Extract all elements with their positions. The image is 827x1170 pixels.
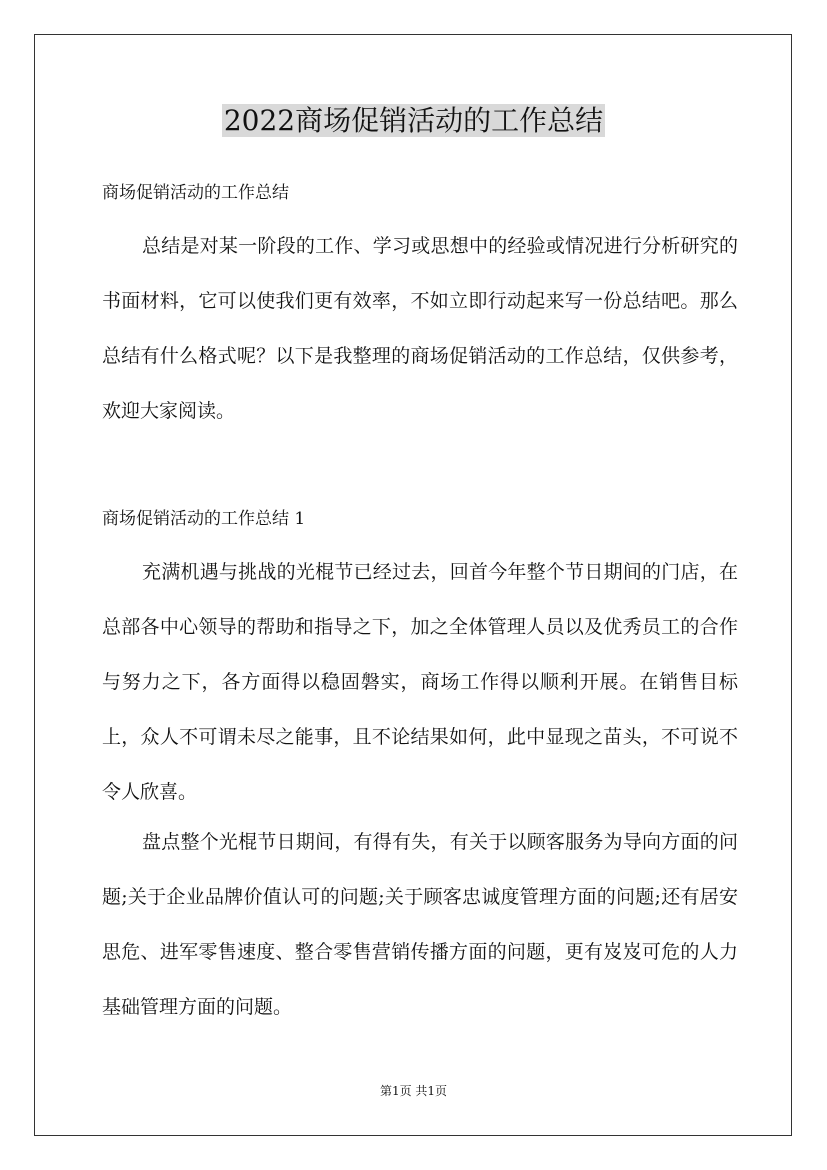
document-title-text: 2022商场促销活动的工作总结: [223, 104, 604, 137]
document-title: [0, 101, 827, 141]
intro-heading: 商场促销活动的工作总结: [102, 183, 289, 203]
body-paragraph-2: 盘点整个光棍节日期间，有得有失，有关于以顾客服务为导向方面的问题;关于企业品牌价值认可的问题;关于顾客忠诚度管理方面的问题;还有居安思危、进军零售速度、整合零售营销传播方面的问题，更有岌岌可危的人力基础管理方面的问题。: [102, 831, 738, 1018]
page-footer: 第1页 共1页: [379, 1084, 448, 1098]
section-heading: 商场促销活动的工作总结 1: [102, 509, 306, 529]
intro-paragraph: 总结是对某一阶段的工作、学习或思想中的经验或情况进行分析研究的书面材料，它可以使我们更有效率，不如立即行动起来写一份总结吧。那么总结有什么格式呢？以下是我整理的商场促销活动的工作总结，仅供参考，欢迎大家阅读。: [102, 235, 738, 422]
body-paragraph-1: 充满机遇与挑战的光棍节已经过去，回首今年整个节日期间的门店，在总部各中心领导的帮助和指导之下，加之全体管理人员以及优秀员工的合作与努力之下，各方面得以稳固磐实，商场工作得以顺利开展。在销售目标上，众人不可谓未尽之能事，且不论结果如何，此中显现之苗头，不可说不令人欣喜。: [102, 561, 738, 803]
